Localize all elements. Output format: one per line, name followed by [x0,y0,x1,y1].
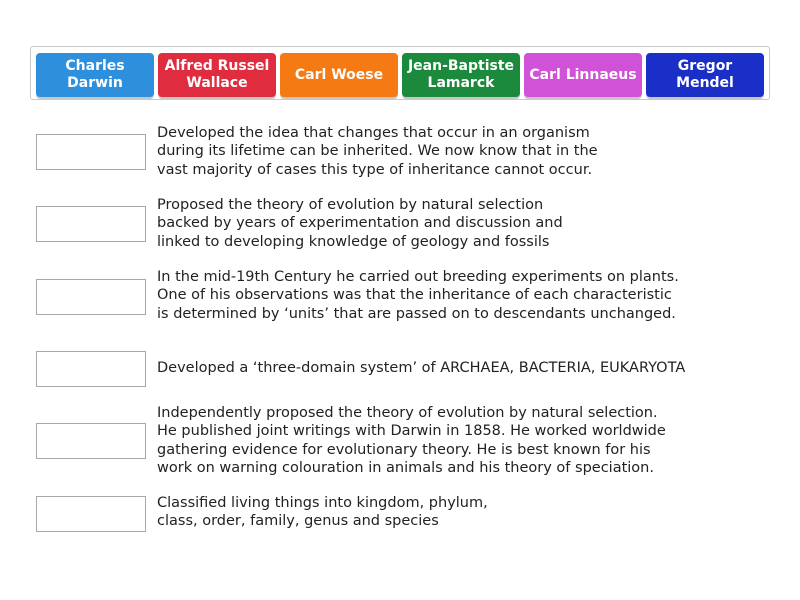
clue-text: Classified living things into kingdom, phylum, class, order, family, genus and species [157,495,488,530]
tile-jean-baptiste-lamarck[interactable] [402,53,520,97]
tile-carl-woese[interactable] [280,53,398,97]
tile-label: Jean-Baptiste Lamarck [407,58,515,91]
tile-label: Gregor Mendel [676,58,734,91]
clue-text: Developed a ‘three-domain system’ of ARCHAEA, BACTERIA, EUKARYOTA [157,360,686,376]
clue-text: Proposed the theory of evolution by natural selection backed by years of experimentation and discussion and linked to developing knowledge of geology and fossils [157,197,563,250]
answer-drop-box[interactable] [36,134,146,170]
tile-label: Carl Woese [294,66,384,83]
tile-label: Charles Darwin [65,58,125,91]
tile-label: Alfred Russel Wallace [164,58,270,91]
answer-drop-box[interactable] [36,279,146,315]
tile-alfred-russel-wallace[interactable] [158,53,276,97]
answer-drop-box[interactable] [36,423,146,459]
answer-drop-box[interactable] [36,496,146,532]
tile-gregor-mendel[interactable] [646,53,764,97]
answer-drop-box[interactable] [36,351,146,387]
clue-text: Developed the idea that changes that occur in an organism during its lifetime can be inherited. We now know that in the vast majority of cases this type of inheritance cannot occur. [157,125,598,178]
clue-text: In the mid-19th Century he carried out breeding experiments on plants. One of his observations was that the inheritance of each characteristic is determined by ‘units’ that are passed on to descendants unchanged. [157,269,679,322]
tile-charles-darwin[interactable] [36,53,154,97]
answer-tile-bar [30,46,770,100]
tile-label: Carl Linnaeus [529,66,637,83]
clue-text: Independently proposed the theory of evolution by natural selection. He published joint writings with Darwin in 1858. He worked worldwide gathering evidence for evolutionary theory. He is best known for his work on warning colouration in animals and his theory of speciation. [157,405,666,476]
answer-drop-box[interactable] [36,206,146,242]
tile-carl-linnaeus[interactable] [524,53,642,97]
